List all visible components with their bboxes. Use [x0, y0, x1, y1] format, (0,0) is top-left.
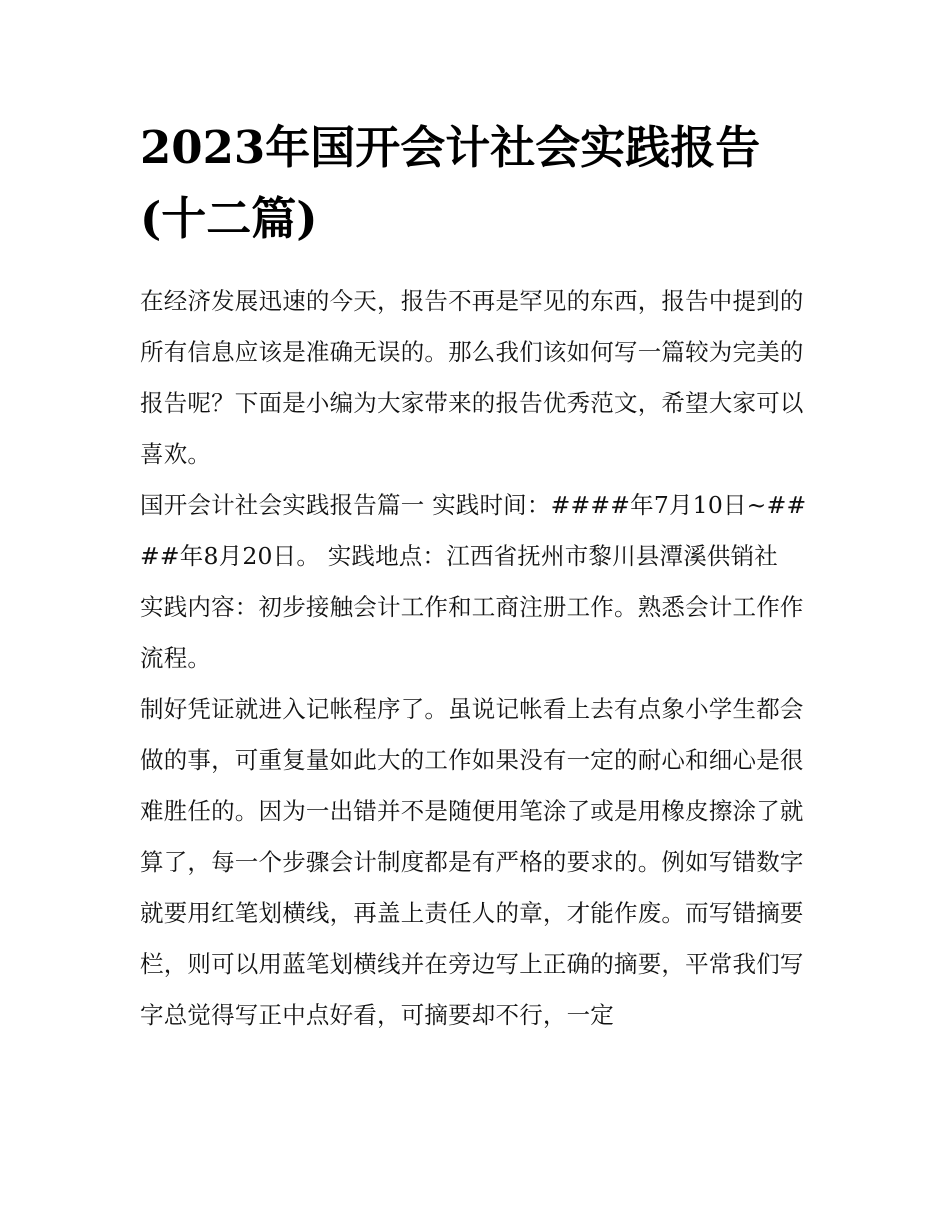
document-body: [140, 112, 820, 1041]
paragraph-practice-time-place: 国开会计社会实践报告篇一 实践时间：####年7月10日~####年8月20日。 实践地点：江西省抚州市黎川县潭溪供销社: [140, 491, 807, 570]
paragraph-intro: 在经济发展迅速的今天，报告不再是罕见的东西，报告中提到的所有信息应该是准确无误的。那么我们该如何写一篇较为完美的报告呢？下面是小编为大家带来的报告优秀范文，希望大家可以喜欢。: [140, 287, 804, 468]
paragraph-bookkeeping: 制好凭证就进入记帐程序了。虽说记帐看上去有点象小学生都会做的事，可重复量如此大的工作如果没有一定的耐心和细心是很难胜任的。因为一出错并不是随便用笔涂了或是用橡皮擦涂了就算了，每一个步骤会计制度都是有严格的要求的。例如写错数字就要用红笔划横线，再盖上责任人的章，才能作废。而写错摘要栏，则可以用蓝笔划横线并在旁边写上正确的摘要，平常我们写字总觉得写正中点好看，可摘要却不行，一定: [140, 695, 804, 1029]
paragraph-practice-content: 实践内容：初步接触会计工作和工商注册工作。熟悉会计工作作流程。: [140, 593, 804, 672]
document-title: 2023年国开会计社会实践报告(十二篇): [140, 121, 761, 245]
